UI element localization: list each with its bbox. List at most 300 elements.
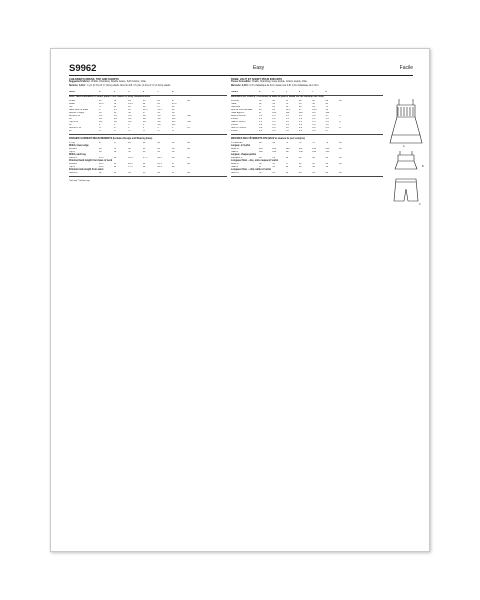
value-cell: 1⅛ (142, 118, 146, 121)
value-cell: " (338, 130, 340, 133)
row-label: Pants C (69, 157, 78, 160)
row-subheading: Largeur, chaque jambe (231, 154, 257, 157)
value-cell: 1.4 (325, 121, 329, 124)
value-cell: ⅝ (171, 130, 174, 133)
row-label: Haut B (231, 151, 239, 154)
value-cell: cm (338, 172, 342, 175)
row-label: Dress A (69, 148, 78, 150)
value-cell: 1⅛ (113, 121, 117, 124)
value-cell: 64 (285, 106, 289, 109)
value-cell: 1.1 (312, 118, 316, 121)
value-cell: 56 (298, 103, 302, 106)
row-label: Robe A 115cm* (231, 115, 247, 118)
value-cell: 0.6 (285, 130, 289, 133)
size-cell: 3 (259, 90, 261, 93)
value-cell: 127 (285, 151, 290, 154)
value-cell: 112 (285, 112, 290, 115)
value-cell: 30 (157, 141, 160, 144)
value-cell: 1 (142, 124, 145, 127)
value-cell: 60 (325, 103, 329, 106)
value-cell: 69 (259, 141, 262, 144)
value-cell: 1⅜ (99, 115, 103, 118)
value-cell: 18½ (157, 157, 162, 160)
value-cell: 1 (128, 127, 130, 130)
value-cell: 25 (142, 100, 146, 103)
value-cell: 24 (142, 163, 146, 166)
row-subheading: Largeur, à l'ourlet (231, 144, 251, 147)
value-cell: 23 (259, 109, 262, 112)
value-cell: 47 (142, 112, 146, 115)
garment-flat-sketch-icon (389, 97, 425, 207)
value-cell: 30 (259, 172, 262, 175)
value-cell: 38 (99, 112, 102, 115)
value-cell: 24 (113, 106, 117, 109)
value-cell: Ins. (186, 157, 191, 160)
value-cell: Ins. (186, 172, 191, 175)
value-cell: 1⅛ (99, 121, 103, 124)
value-cell: 0.8 (285, 127, 289, 130)
pattern-envelope-back (50, 48, 430, 552)
value-cell: 119 (298, 112, 303, 115)
value-cell: Ins. (186, 141, 191, 144)
en-finished-table (69, 142, 227, 176)
value-cell: 22 (142, 103, 146, 106)
row-label: Short C 115cm* (231, 127, 248, 130)
value-cell: 1⅛ (157, 118, 161, 121)
value-cell: " (338, 124, 340, 127)
value-cell: 0.6 (259, 130, 263, 133)
table-row (231, 130, 383, 133)
value-cell: 50 (259, 163, 262, 166)
fr-notions: Mercerie: A,B,C: 0.7m d'élastique de 2cm. Aussi pour A,B: 1,2m d'élastique de 1.3cm. (231, 85, 320, 87)
value-cell: — (259, 106, 262, 109)
value-cell: — (99, 106, 102, 109)
value-cell: 66 (298, 106, 302, 109)
difficulty-en: Easy (253, 65, 265, 71)
value-cell: 53 (272, 163, 275, 166)
row-label: Top B (69, 166, 75, 169)
sizes-label: Tailles (231, 90, 238, 93)
value-cell: 71 (325, 106, 329, 109)
row-label: 60"* (69, 124, 74, 127)
value-cell: 17 (171, 172, 175, 175)
value-cell: 48 (298, 166, 302, 169)
value-cell: 24 (272, 109, 275, 112)
value-cell: ⅝ (142, 130, 145, 133)
value-cell: " (338, 103, 340, 106)
value-cell: 69 (272, 141, 275, 144)
value-cell: 58 (272, 100, 275, 103)
value-cell: " (338, 109, 340, 112)
row-label: Taille (231, 103, 237, 106)
value-cell: 1 (113, 124, 115, 127)
value-cell: Yd. (186, 127, 191, 130)
value-cell: 1 (171, 127, 174, 130)
row-label: Dress A (69, 163, 78, 166)
value-cell: 19 (142, 166, 146, 169)
value-cell: 1⅜ (171, 115, 176, 118)
value-cell: 27 (157, 106, 160, 109)
value-cell: 1 (142, 127, 145, 130)
value-cell: 39 (259, 157, 262, 160)
value-cell: 31 (325, 109, 329, 112)
value-cell: 27 (171, 100, 175, 103)
value-cell: 1⅜ (128, 115, 132, 118)
row-label: Shorts C (69, 172, 78, 175)
value-cell: 1⅛ (113, 118, 117, 121)
value-cell: 69 (325, 163, 329, 166)
value-cell: 76 (312, 141, 315, 144)
value-cell: 1⅜ (157, 115, 161, 118)
value-cell: 1.1 (272, 118, 276, 121)
row-subheading: Width, lower edge (69, 144, 89, 147)
size-cell: 7 (312, 90, 314, 93)
value-cell: " (186, 103, 188, 106)
value-cell: 25 (128, 106, 131, 109)
value-cell: 22 (171, 166, 175, 169)
value-cell: 52 (259, 103, 262, 106)
size-cell: 6 (142, 90, 145, 93)
value-cell: " (186, 106, 188, 109)
value-cell: " (186, 130, 188, 133)
value-cell: 12 (99, 172, 102, 175)
value-cell: 20½ (157, 166, 162, 169)
row-label: Waist (69, 103, 75, 106)
value-cell: 50 (128, 151, 131, 154)
value-cell: 66 (312, 100, 315, 103)
value-cell: 0.9 (325, 127, 329, 130)
value-cell: 65 (312, 163, 315, 166)
fr-finished-heading: MESURES DES VÊTEMENTS FINI (Motif et aisance de port compris) (231, 138, 305, 141)
row-label: Short C (231, 172, 239, 175)
value-cell: 9½ (113, 109, 117, 112)
value-cell: 43 (325, 172, 329, 175)
row-label: C Hanches (231, 141, 243, 144)
value-cell: 16 (113, 166, 117, 169)
sketch-label-a: A (403, 145, 405, 148)
value-cell: 104 (272, 112, 277, 115)
value-cell: 0.6 (272, 127, 276, 130)
value-cell: 17½ (142, 157, 148, 160)
value-cell: 16 (113, 157, 117, 160)
value-cell: 1.3 (312, 121, 316, 124)
en-notions: Notions: A,B,C: ⅞ yd. (0.7m) of ⅝" (2cm) elastic. Also for A,B: 1½ yds. (1.2m) of ⅝" (1.3cm) elastic. (69, 85, 171, 87)
row-label: Haut B 115cm* (231, 121, 247, 124)
row-label: Pantalon C (231, 157, 243, 160)
french-column (231, 78, 383, 178)
value-cell: 69 (325, 100, 329, 103)
value-cell: 13 (113, 172, 117, 175)
en-finished-heading: FINISHED GARMENT MEASUREMENTS (Includes Design and Wearing Ease) (69, 138, 153, 141)
size-cell: 4 (272, 90, 274, 93)
value-cell: 84 (157, 148, 160, 150)
value-cell: 1.0 (325, 124, 329, 127)
value-cell: 61 (298, 163, 302, 166)
value-cell: 48 (325, 157, 329, 160)
english-column (69, 78, 227, 183)
value-cell: 21 (113, 103, 117, 106)
value-cell: 55 (285, 103, 289, 106)
value-cell: 1 (99, 124, 101, 127)
row-label: Taille approx. (231, 112, 245, 115)
en-footnote: *with nap **without nap (69, 180, 90, 183)
en-fabrics: Suggested Fabrics: Challis, Chambray, Double Gauze, Soft Cottons, Voile. (69, 81, 147, 84)
en-sizes-row (69, 91, 227, 94)
row-subheading: Finished side length from waist (69, 169, 104, 172)
value-cell: 0.6 (259, 127, 263, 130)
size-cell: 8 (171, 90, 174, 93)
sketch-label-b: B (422, 165, 424, 168)
value-cell: 64 (298, 100, 302, 103)
value-cell: 19 (171, 157, 175, 160)
value-cell: 71 (285, 141, 289, 144)
size-cell: 6 (298, 90, 301, 93)
row-label: Hip (69, 106, 73, 109)
value-cell: 22 (99, 100, 102, 103)
value-cell: 14 (128, 172, 131, 175)
difficulty-fr: Facile (399, 65, 413, 71)
value-cell: 0.9 (298, 127, 303, 130)
value-cell: 83 (142, 148, 146, 150)
value-cell: 132 (312, 151, 317, 154)
value-cell: 14½ (99, 166, 104, 169)
value-cell: 42 (285, 157, 289, 160)
value-cell: 80 (99, 148, 102, 150)
value-cell: 97 (259, 112, 262, 115)
value-cell: 23½ (171, 103, 177, 106)
value-cell: 132 (325, 112, 330, 115)
value-cell: 52 (312, 166, 315, 169)
shorts-c-sketch-icon (394, 179, 418, 201)
sizes-label: Sizes (69, 90, 75, 93)
value-cell: 1.7 (325, 115, 329, 118)
value-cell: 44 (128, 112, 131, 115)
value-cell: " (186, 124, 188, 127)
value-cell: 85 (171, 148, 175, 150)
row-subheading: Longueur finie – dos, votre nuque à l'ourlet (231, 160, 279, 163)
value-cell: 11½ (157, 109, 162, 112)
value-cell: 24 (128, 100, 131, 103)
value-cell: " (338, 151, 340, 154)
value-cell: 0.9 (272, 124, 276, 127)
value-cell: 27 (113, 141, 117, 144)
row-label: Back neck to waist (69, 109, 89, 112)
fr-body-heading: MESURES DU CORPS: Choisissez la taille du patron basée sur les mesures du corps (231, 96, 324, 99)
value-cell: 1⅛ (157, 124, 161, 127)
value-cell: 1.1 (259, 118, 263, 121)
value-cell: 44 (298, 157, 302, 160)
value-cell: 48 (99, 151, 102, 154)
value-cell: " (186, 118, 188, 121)
value-cell: 1⅛ (171, 124, 176, 127)
value-cell: 213 (312, 148, 317, 150)
value-cell: 1.3 (298, 121, 303, 124)
value-cell: ⅝ (113, 130, 116, 133)
size-cell: 4 (113, 90, 115, 93)
value-cell: 206 (272, 148, 277, 150)
value-cell: 9 (99, 109, 101, 112)
value-cell: 41 (113, 112, 117, 115)
value-cell: 22½ (128, 163, 133, 166)
value-cell: 25.5 (285, 109, 291, 112)
size-cell: 5 (285, 90, 287, 93)
size-cell: 5 (128, 90, 130, 93)
value-cell: 27 (99, 141, 102, 144)
value-cell: 15 (142, 172, 146, 175)
value-cell: 0.9 (259, 124, 263, 127)
value-cell: 0.6 (312, 130, 316, 133)
value-cell: 1⅛ (128, 121, 132, 124)
value-cell: 27 (298, 109, 302, 112)
value-cell: 1.4 (259, 115, 263, 118)
value-cell: 1.1 (272, 121, 276, 124)
en-body-heading: BODY MEASUREMENTS Select pattern size based on body measurements (69, 96, 151, 99)
value-cell: 46 (312, 157, 315, 160)
row-label: Approx. Height (69, 112, 85, 115)
value-cell: 20½ (99, 103, 104, 106)
value-cell: 1⅛ (99, 118, 103, 121)
value-cell: 124 (272, 151, 277, 154)
value-cell: 25½ (157, 163, 162, 166)
row-label: 150cm* (231, 118, 239, 121)
row-label: Dress A 45"* (69, 115, 82, 118)
sketch-label-c: C (419, 203, 421, 206)
value-cell: 1.1 (285, 118, 289, 121)
value-cell: 19½ (99, 163, 104, 166)
dress-a-sketch-icon (390, 99, 422, 143)
value-cell: Yds. (186, 115, 192, 118)
value-cell: 1⅛ (142, 121, 146, 124)
fr-sizes-row (231, 91, 383, 94)
value-cell: 0.6 (272, 130, 276, 133)
value-cell: 216 (325, 148, 330, 150)
value-cell: cm (338, 163, 342, 166)
value-cell: Ins. (186, 163, 191, 166)
value-cell: 51 (142, 151, 146, 154)
value-cell: 61 (285, 100, 289, 103)
value-cell: ⅝ (113, 127, 116, 130)
row-label: Chest (69, 100, 76, 103)
value-cell: 29.5 (312, 109, 317, 112)
row-label: Shorts C 45"* (69, 127, 83, 130)
table-row (69, 172, 227, 175)
value-cell: 1.3 (285, 121, 289, 124)
value-cell: 31 (171, 141, 175, 144)
value-cell: 1.5 (272, 115, 276, 118)
header-rule (69, 75, 413, 76)
row-label: Top B 45"* (69, 121, 80, 124)
fr-body-table (231, 100, 383, 134)
value-cell: 28 (171, 106, 175, 109)
top-b-sketch-icon (395, 151, 417, 169)
value-cell: 1⅜ (142, 115, 146, 118)
value-cell: 1.1 (298, 118, 303, 121)
value-cell: 1⅛ (157, 121, 161, 124)
value-cell: 52 (171, 151, 175, 154)
value-cell: 1 (128, 124, 130, 127)
value-cell: 79 (325, 141, 329, 144)
value-cell: 15½ (99, 157, 104, 160)
row-label: Dos de cou à la taille (231, 109, 253, 112)
value-cell: 1⅛ (171, 118, 176, 121)
size-cell: 3 (99, 90, 101, 93)
value-cell: 27 (171, 163, 175, 166)
en-body-table (69, 100, 227, 134)
value-cell: 49 (113, 151, 117, 154)
value-cell: 23 (157, 103, 160, 106)
value-cell: 16 (157, 172, 160, 175)
value-cell: 28 (128, 141, 131, 144)
value-cell: 127 (312, 112, 317, 115)
value-cell: m (338, 121, 341, 124)
row-label: C Hip (69, 141, 75, 144)
value-cell: Yds. (186, 121, 192, 124)
value-cell: 1.5 (298, 115, 303, 118)
value-cell: 130 (298, 151, 303, 154)
value-cell: 52 (157, 151, 160, 154)
value-cell: 1⅛ (171, 121, 176, 124)
value-cell: 1⅜ (113, 115, 117, 118)
value-cell: ⅝ (99, 127, 101, 130)
value-cell: 37 (259, 166, 262, 169)
value-cell: " (338, 112, 340, 115)
table-row (231, 172, 383, 175)
value-cell: 135 (325, 151, 330, 154)
size-cell: 7 (157, 90, 159, 93)
value-cell: " (186, 109, 188, 112)
value-cell: 41 (312, 172, 315, 175)
value-cell: 10 (128, 109, 131, 112)
value-cell: cm (338, 100, 342, 103)
value-cell: m (338, 115, 341, 118)
table-row (69, 130, 227, 133)
value-cell: 1.6 (312, 115, 316, 118)
row-label: 150cm* (231, 130, 239, 133)
value-cell: 56 (259, 100, 262, 103)
value-cell: 36 (285, 172, 289, 175)
value-cell: 12 (171, 109, 175, 112)
value-cell: 52 (171, 112, 175, 115)
value-cell: 26 (142, 106, 146, 109)
value-cell: ⅝ (157, 130, 160, 133)
value-cell: " (338, 166, 340, 169)
row-label: Robe A (231, 148, 239, 150)
value-cell: 203 (259, 148, 263, 150)
value-cell: 0.9 (312, 127, 316, 130)
value-cell: 29 (142, 141, 146, 144)
value-cell: 21½ (128, 103, 133, 106)
value-cell: 26 (157, 100, 160, 103)
value-cell: " (186, 151, 188, 154)
value-cell: 56 (325, 166, 329, 169)
value-cell: 52 (272, 103, 275, 106)
value-cell: Ins. (186, 148, 191, 150)
value-cell: 16½ (128, 157, 133, 160)
row-label: Haut B (231, 166, 239, 169)
row-subheading: Longueur finie – côté, taille à l'ourlet (231, 169, 271, 172)
row-label: Hanches (231, 106, 241, 109)
value-cell: 44 (285, 166, 289, 169)
value-cell: 1.0 (312, 124, 316, 127)
value-cell: ⅝ (99, 130, 101, 133)
value-cell: 41 (272, 166, 275, 169)
value-cell: 58 (312, 103, 315, 106)
value-cell: 74 (298, 141, 302, 144)
unit-cell: Ins. (186, 100, 191, 103)
value-cell: 0.9 (298, 124, 303, 127)
fr-title: ROBE, HAUT ET SHORT POUR ENFANTS (231, 78, 283, 81)
value-cell: 81 (113, 148, 117, 150)
